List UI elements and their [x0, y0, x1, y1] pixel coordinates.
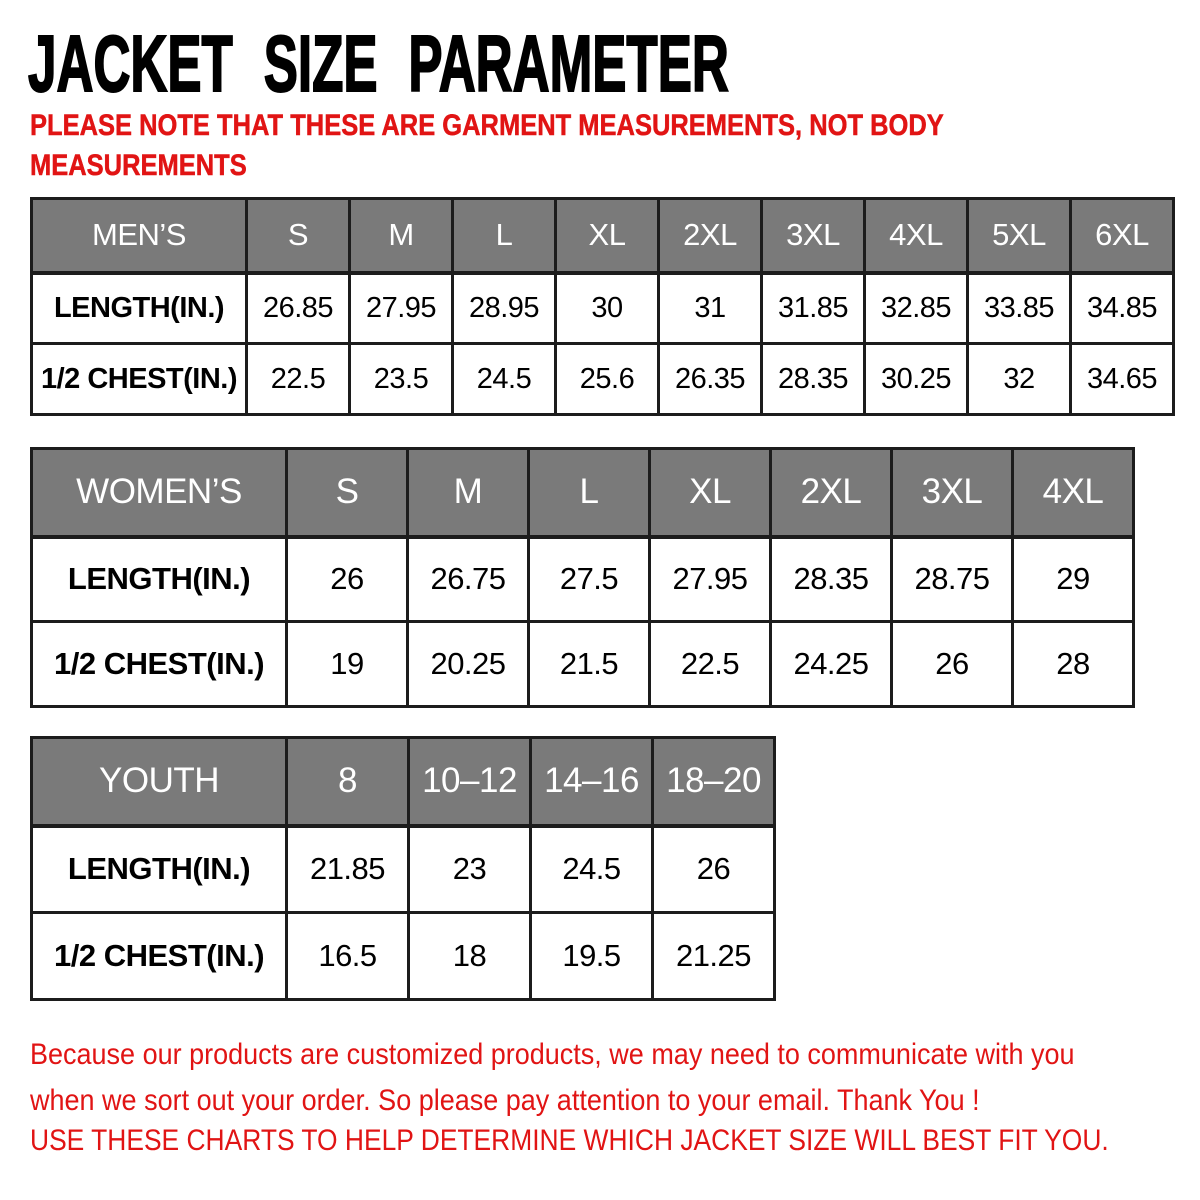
youth-length-row	[32, 826, 775, 913]
mens-size-2xl: 2XL	[659, 199, 762, 273]
womens-size-table	[30, 447, 1135, 708]
table-cell: 27.95	[350, 273, 453, 344]
customization-notice	[30, 1032, 1075, 1124]
table-cell: 22.5	[247, 344, 350, 415]
table-cell: 33.85	[968, 273, 1071, 344]
table-cell: 28.95	[453, 273, 556, 344]
table-cell: 26	[287, 537, 408, 622]
mens-size-table	[30, 197, 1175, 416]
table-cell: 26	[892, 622, 1013, 707]
customization-notice-line-1: Because our products are customized products, we may need to communicate with you	[30, 1038, 1075, 1071]
mens-chest-label: 1/2 CHEST(IN.)	[32, 344, 247, 415]
mens-table-title: MEN’S	[32, 199, 247, 273]
customization-notice-line-2: when we sort out your order. So please pay attention to your email. Thank You !	[30, 1084, 980, 1117]
womens-size-4xl: 4XL	[1013, 449, 1134, 537]
youth-table-title: YOUTH	[32, 738, 287, 826]
table-cell: 27.95	[650, 537, 771, 622]
mens-size-4xl: 4XL	[865, 199, 968, 273]
youth-header-row	[32, 738, 775, 826]
womens-size-m: M	[408, 449, 529, 537]
womens-table-title: WOMEN’S	[32, 449, 287, 537]
garment-measurement-note	[30, 106, 944, 186]
womens-header-row	[32, 449, 1134, 537]
table-cell: 28	[1013, 622, 1134, 707]
chart-usage-advice: USE THESE CHARTS TO HELP DETERMINE WHICH JACKET SIZE WILL BEST FIT YOU.	[30, 1124, 1109, 1157]
youth-size-table	[30, 736, 776, 1001]
mens-chest-row	[32, 344, 1174, 415]
page-title: JACKET SIZE PARAMETER	[28, 19, 729, 108]
table-cell: 28.75	[892, 537, 1013, 622]
mens-size-s: S	[247, 199, 350, 273]
table-cell: 29	[1013, 537, 1134, 622]
table-cell: 34.65	[1071, 344, 1174, 415]
table-cell: 30	[556, 273, 659, 344]
womens-length-row	[32, 537, 1134, 622]
table-cell: 24.25	[771, 622, 892, 707]
table-cell: 19.5	[531, 913, 653, 1000]
womens-size-xl: XL	[650, 449, 771, 537]
table-cell: 21.25	[653, 913, 775, 1000]
table-cell: 28.35	[762, 344, 865, 415]
table-cell: 34.85	[1071, 273, 1174, 344]
table-cell: 19	[287, 622, 408, 707]
youth-chest-label: 1/2 CHEST(IN.)	[32, 913, 287, 1000]
table-cell: 32.85	[865, 273, 968, 344]
mens-header-row	[32, 199, 1174, 273]
womens-size-s: S	[287, 449, 408, 537]
table-cell: 21.85	[287, 826, 409, 913]
mens-size-xl: XL	[556, 199, 659, 273]
note-line-1: PLEASE NOTE THAT THESE ARE GARMENT MEASUREMENTS, NOT BODY	[30, 109, 944, 142]
table-cell: 23	[409, 826, 531, 913]
table-cell: 32	[968, 344, 1071, 415]
table-cell: 24.5	[531, 826, 653, 913]
table-cell: 16.5	[287, 913, 409, 1000]
table-cell: 26.35	[659, 344, 762, 415]
table-cell: 21.5	[529, 622, 650, 707]
womens-chest-label: 1/2 CHEST(IN.)	[32, 622, 287, 707]
table-cell: 30.25	[865, 344, 968, 415]
table-cell: 31.85	[762, 273, 865, 344]
table-cell: 27.5	[529, 537, 650, 622]
mens-length-row	[32, 273, 1174, 344]
youth-length-label: LENGTH(IN.)	[32, 826, 287, 913]
table-cell: 25.6	[556, 344, 659, 415]
youth-chest-row	[32, 913, 775, 1000]
mens-size-3xl: 3XL	[762, 199, 865, 273]
table-cell: 26.85	[247, 273, 350, 344]
mens-size-m: M	[350, 199, 453, 273]
womens-length-label: LENGTH(IN.)	[32, 537, 287, 622]
mens-size-5xl: 5XL	[968, 199, 1071, 273]
youth-size-8: 8	[287, 738, 409, 826]
table-cell: 22.5	[650, 622, 771, 707]
mens-length-label: LENGTH(IN.)	[32, 273, 247, 344]
table-cell: 28.35	[771, 537, 892, 622]
youth-size-18-20: 18–20	[653, 738, 775, 826]
womens-size-3xl: 3XL	[892, 449, 1013, 537]
womens-chest-row	[32, 622, 1134, 707]
table-cell: 31	[659, 273, 762, 344]
note-line-2: MEASUREMENTS	[30, 149, 247, 182]
table-cell: 24.5	[453, 344, 556, 415]
mens-size-l: L	[453, 199, 556, 273]
table-cell: 18	[409, 913, 531, 1000]
youth-size-14-16: 14–16	[531, 738, 653, 826]
womens-size-2xl: 2XL	[771, 449, 892, 537]
table-cell: 23.5	[350, 344, 453, 415]
youth-size-10-12: 10–12	[409, 738, 531, 826]
womens-size-l: L	[529, 449, 650, 537]
table-cell: 26	[653, 826, 775, 913]
table-cell: 20.25	[408, 622, 529, 707]
mens-size-6xl: 6XL	[1071, 199, 1174, 273]
table-cell: 26.75	[408, 537, 529, 622]
